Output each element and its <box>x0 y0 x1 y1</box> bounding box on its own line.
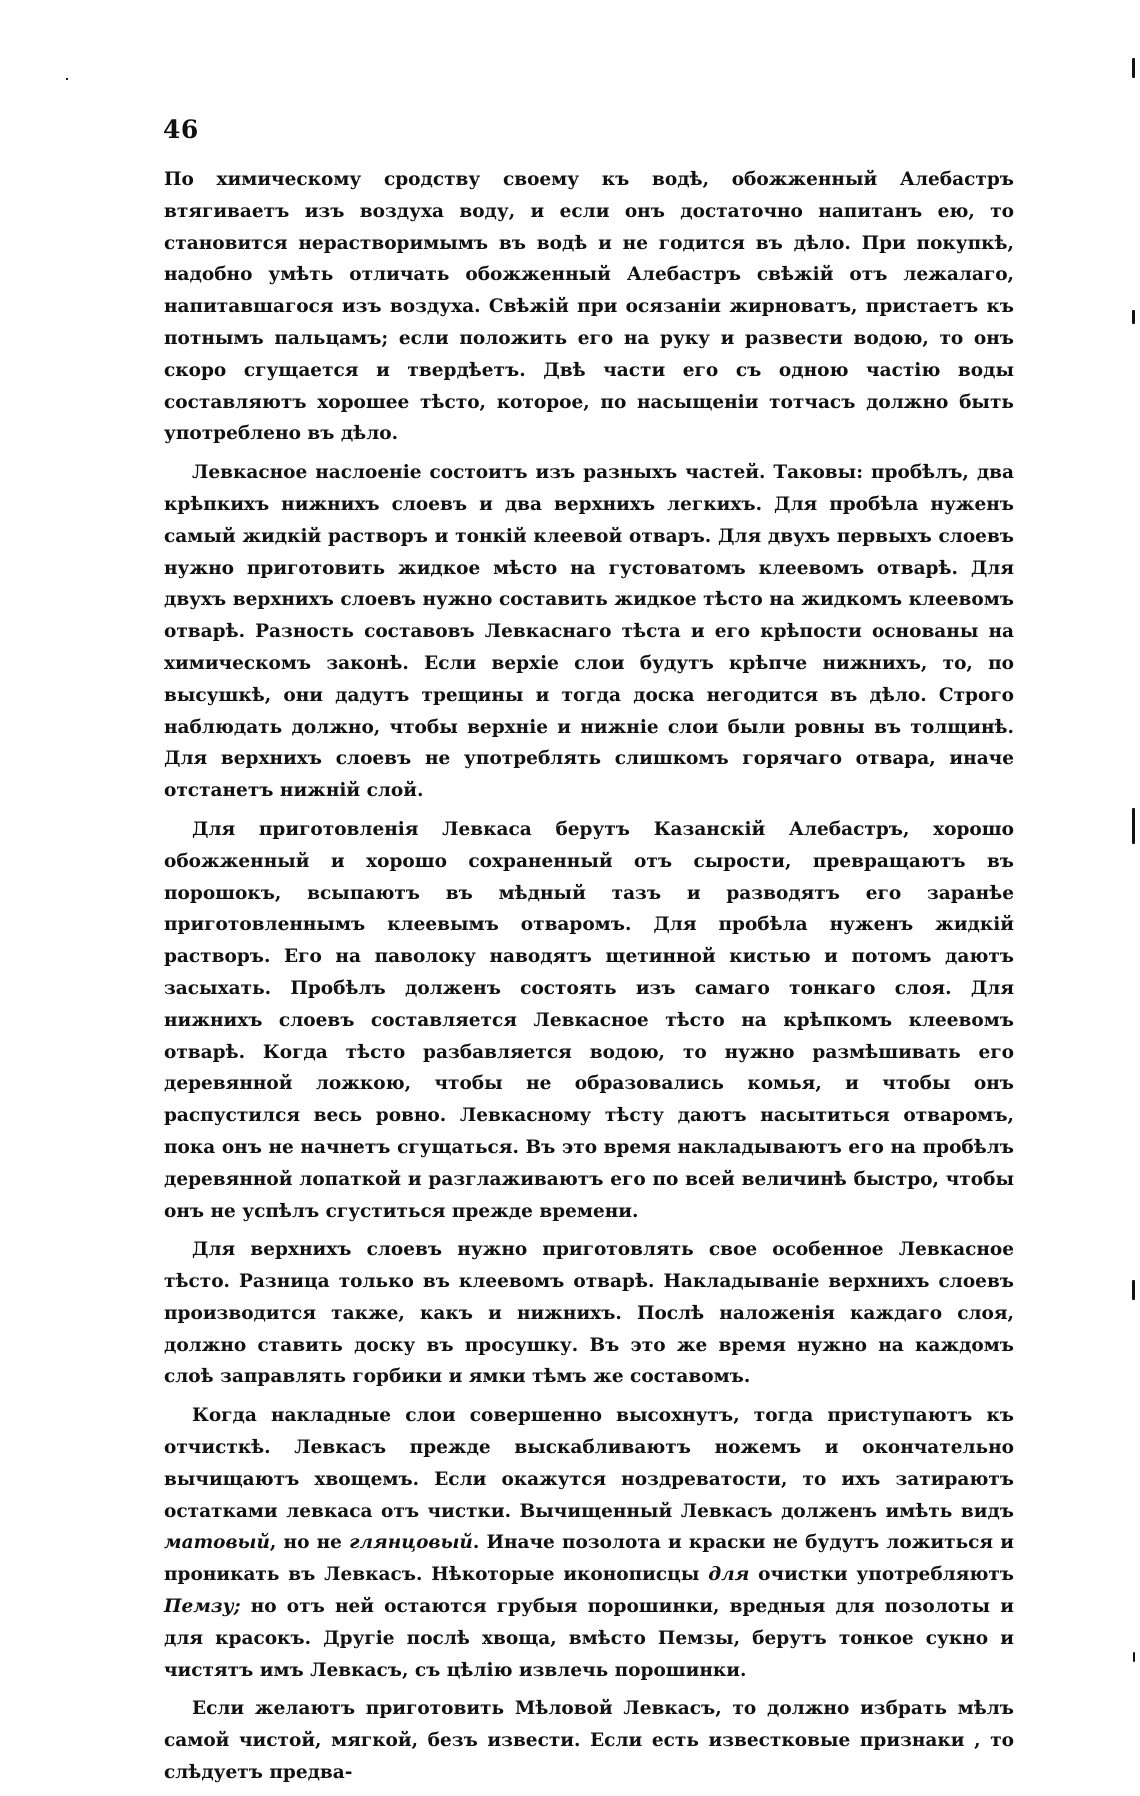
text-run: но отъ ней остаются грубыя порошинки, вредныя для позолоты и для красокъ. Другіе послѣ хвоща, вмѣсто Пемзы, берутъ тонкое сукно и чистятъ имъ Левкасъ, съ цѣлію извлечь порошинки. <box>164 1596 1014 1681</box>
paragraph <box>164 1693 1014 1788</box>
scan-edge-mark <box>1133 1652 1135 1662</box>
italic-term: Пемзу; <box>164 1596 241 1618</box>
text-run: Левкасное наслоеніе состоитъ изъ разныхъ частей. Таковы: пробѣлъ, два крѣпкихъ нижнихъ слоевъ и два верхнихъ легкихъ. Для пробѣла нуженъ самый жидкій растворъ и тонкій клеевой отваръ. Для двухъ первыхъ слоевъ нужно приготовить жидкое мѣсто на густоватомъ клеевомъ отварѣ. Для двухъ верхнихъ слоевъ нужно составить жидкое тѣсто на жидкомъ клеевомъ отварѣ. Разность составовъ Левкаснаго тѣста и его крѣпости основаны на химическомъ законѣ. Если верхіе слои будутъ крѣпче нижнихъ, то, по высушкѣ, они дадутъ трещины и тогда доска негодится въ дѣло. Строго наблюдать должно, чтобы верхніе и нижніе слои были ровны въ толщинѣ. Для верхнихъ слоевъ не употреблять слишкомъ горячаго отвара, иначе отстанетъ нижній слой. <box>164 462 1014 802</box>
paragraph <box>164 1234 1014 1393</box>
body-text <box>164 164 1014 1796</box>
scan-edge-mark <box>1132 58 1135 78</box>
text-run: очистки употребляютъ <box>749 1564 1015 1586</box>
italic-term: глянцовый <box>349 1532 473 1554</box>
italic-term: для <box>708 1564 750 1586</box>
scan-edge-mark <box>1132 310 1135 324</box>
scan-edge-mark <box>1132 1280 1135 1300</box>
text-run: Если желаютъ приготовить Мѣловой Левкасъ, то должно избрать мѣлъ самой чистой, мягкой, безъ извести. Если есть известковые признаки , то слѣдуетъ предва- <box>164 1698 1014 1784</box>
italic-term: матовый <box>164 1532 270 1554</box>
paragraph <box>164 814 1014 1227</box>
text-run: Для верхнихъ слоевъ нужно приготовлять свое особенное Левкасное тѣсто. Разница только въ клеевомъ отварѣ. Накладываніе верхнихъ слоевъ производится также, какъ и нижнихъ. Послѣ наложенія каждаго слоя, должно ставить доску въ просушку. Въ это же время нужно на каждомъ слоѣ заправлять горбики и ямки тѣмъ же составомъ. <box>164 1239 1014 1388</box>
text-run: Когда накладные слои совершенно высохнутъ, тогда приступаютъ къ отчисткѣ. Левкасъ прежде выскабливаютъ ножемъ и окончательно вычищаютъ хвощемъ. Если окажутся ноздреватости, то ихъ затираютъ остатками левкаса отъ чистки. Вычищенный Левкасъ долженъ имѣть видъ <box>164 1405 1014 1522</box>
page-number: 46 <box>163 115 199 144</box>
scan-edge-mark <box>1132 808 1135 844</box>
text-run: . Иначе позолота и краски не будутъ ложиться и проникать въ Левкасъ. Нѣкоторые иконописцы <box>164 1532 1014 1586</box>
paragraph <box>164 1400 1014 1686</box>
scan-speck <box>66 78 68 80</box>
paragraph <box>164 164 1014 450</box>
text-run: Для приготовленія Левкаса берутъ Казанскій Алебастръ, хорошо обожженный и хорошо сохраненный отъ сырости, превращаютъ въ порошокъ, всыпаютъ въ мѣдный тазъ и разводятъ его заранѣе приготовленнымъ клеевымъ отваромъ. Для пробѣла нуженъ жидкій растворъ. Его на паволоку наводятъ щетинной кистью и потомъ даютъ засыхать. Пробѣлъ долженъ состоять изъ самаго тонкаго слоя. Для нижнихъ слоевъ составляется Левкасное тѣсто на крѣпкомъ клеевомъ отварѣ. Когда тѣсто разбавляется водою, то нужно размѣшивать его деревянной ложкою, чтобы не образовались комья, и чтобы онъ распустился весь ровно. Левкасному тѣсту даютъ насытиться отваромъ, пока онъ не начнетъ сгущаться. Въ это время накладываютъ его на пробѣлъ деревянной лопаткой и разглаживаютъ его по всей величинѣ быстро, чтобы онъ не успѣлъ сгуститься прежде времени. <box>164 818 1014 1222</box>
text-run: , но не <box>269 1532 350 1554</box>
paragraph <box>164 457 1014 807</box>
text-run: По химическому сродству своему къ водѣ, обожженный Алебастръ втягиваетъ изъ воздуха воду, и если онъ достаточно напитанъ ею, то становится нерастворимымъ въ водѣ и не годится въ дѣло. При покупкѣ, надобно умѣть отличать обожженный Алебастръ свѣжій отъ лежалаго, напитавшагося изъ воздуха. Свѣжій при осязаніи жирноватъ, пристаетъ къ потнымъ пальцамъ; если положить его на руку и развести водою, то онъ скоро сгущается и твердѣетъ. Двѣ части его съ одною частію воды составляютъ хорошее тѣсто, которое, по насыщеніи тотчасъ должно быть употреблено въ дѣло. <box>164 169 1014 445</box>
